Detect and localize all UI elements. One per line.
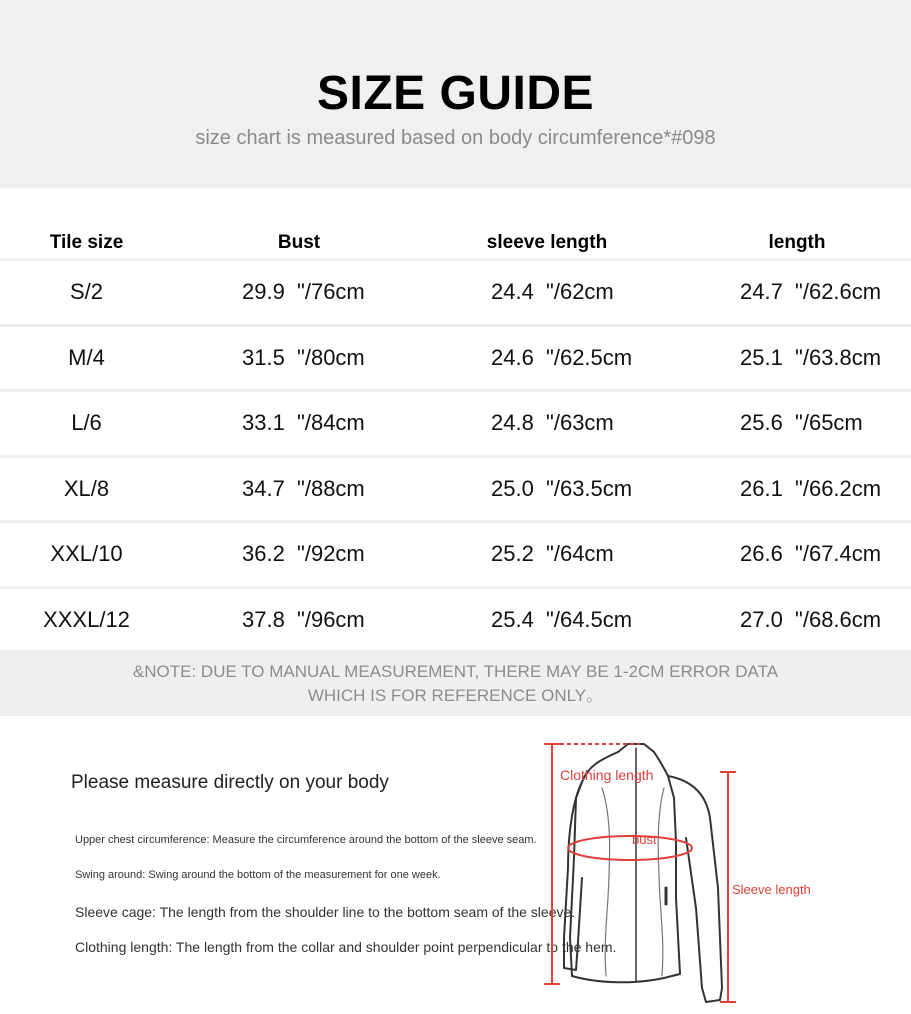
measure-instruction-sleeve: Sleeve cage: The length from the shoulder line to the bottom seam of the sleeve.: [75, 904, 576, 920]
sleeve-length-cell: 24.6 "/62.5cm: [491, 344, 633, 370]
header-banner: [0, 0, 911, 188]
length-cell: 24.7 "/62.6cm: [740, 279, 882, 305]
bust-cell: 34.7 "/88cm: [242, 475, 365, 501]
bust-cell: 33.1 "/84cm: [242, 410, 365, 436]
table-row: [0, 258, 911, 324]
bust-label: bust: [632, 832, 657, 847]
bust-cell: 36.2 "/92cm: [242, 541, 365, 567]
size-cell: XXL/10: [50, 541, 123, 567]
table-row: [0, 389, 911, 455]
note-line-2: WHICH IS FOR REFERENCE ONLY。: [307, 686, 604, 705]
measure-instruction-chest: Upper chest circumference: Measure the circumference around the bottom of the sleeve seam.: [75, 834, 537, 846]
measurement-note: [0, 650, 911, 716]
page-title: SIZE GUIDE: [316, 67, 595, 120]
size-table: [0, 218, 911, 651]
measurement-guide: [0, 716, 911, 1014]
size-cell: S/2: [69, 279, 104, 305]
size-cell: M/4: [68, 344, 105, 370]
column-header-bust: Bust: [277, 232, 321, 253]
bust-ellipse: [568, 836, 692, 860]
bust-cell: 37.8 "/96cm: [242, 606, 365, 632]
bust-cell: 29.9 "/76cm: [242, 279, 365, 305]
length-cell: 25.6 "/65cm: [740, 410, 863, 436]
size-cell: L/6: [71, 410, 102, 436]
length-cell: 26.6 "/67.4cm: [740, 541, 882, 567]
size-cell: XL/8: [63, 475, 110, 501]
table-row: [0, 324, 911, 390]
measure-instruction-length: Clothing length: The length from the collar and shoulder point perpendicular to the hem.: [75, 939, 617, 955]
table-row: [0, 586, 911, 652]
length-cell: 25.1 "/63.8cm: [740, 344, 882, 370]
length-cell: 27.0 "/68.6cm: [740, 606, 882, 632]
bust-cell: 31.5 "/80cm: [242, 344, 365, 370]
note-line-1: &NOTE: DUE TO MANUAL MEASUREMENT, THERE MAY BE 1-2CM ERROR DATA: [132, 662, 779, 681]
sleeve-length-cell: 25.4 "/64.5cm: [491, 606, 633, 632]
table-row: [0, 520, 911, 586]
column-header-sleeve-length: sleeve length: [486, 232, 608, 253]
sleeve-length-cell: 24.8 "/63cm: [491, 410, 614, 436]
column-header-size: Tile size: [49, 232, 124, 253]
page-subtitle: size chart is measured based on body circumference*#098: [195, 127, 716, 149]
measure-heading: Please measure directly on your body: [71, 772, 389, 793]
table-row: [0, 455, 911, 521]
length-cell: 26.1 "/66.2cm: [740, 475, 882, 501]
clothing-length-label: Clothing length: [560, 767, 654, 783]
sleeve-length-cell: 25.2 "/64cm: [491, 541, 614, 567]
measure-instruction-swing: Swing around: Swing around the bottom of the measurement for one week.: [75, 869, 441, 881]
jacket-diagram: [540, 738, 840, 1014]
sleeve-length-label: Sleeve length: [732, 882, 811, 897]
size-cell: XXXL/12: [43, 606, 130, 632]
sleeve-length-cell: 24.4 "/62cm: [491, 279, 614, 305]
sleeve-length-cell: 25.0 "/63.5cm: [491, 475, 633, 501]
column-header-length: length: [768, 232, 826, 253]
table-header: [0, 218, 911, 258]
